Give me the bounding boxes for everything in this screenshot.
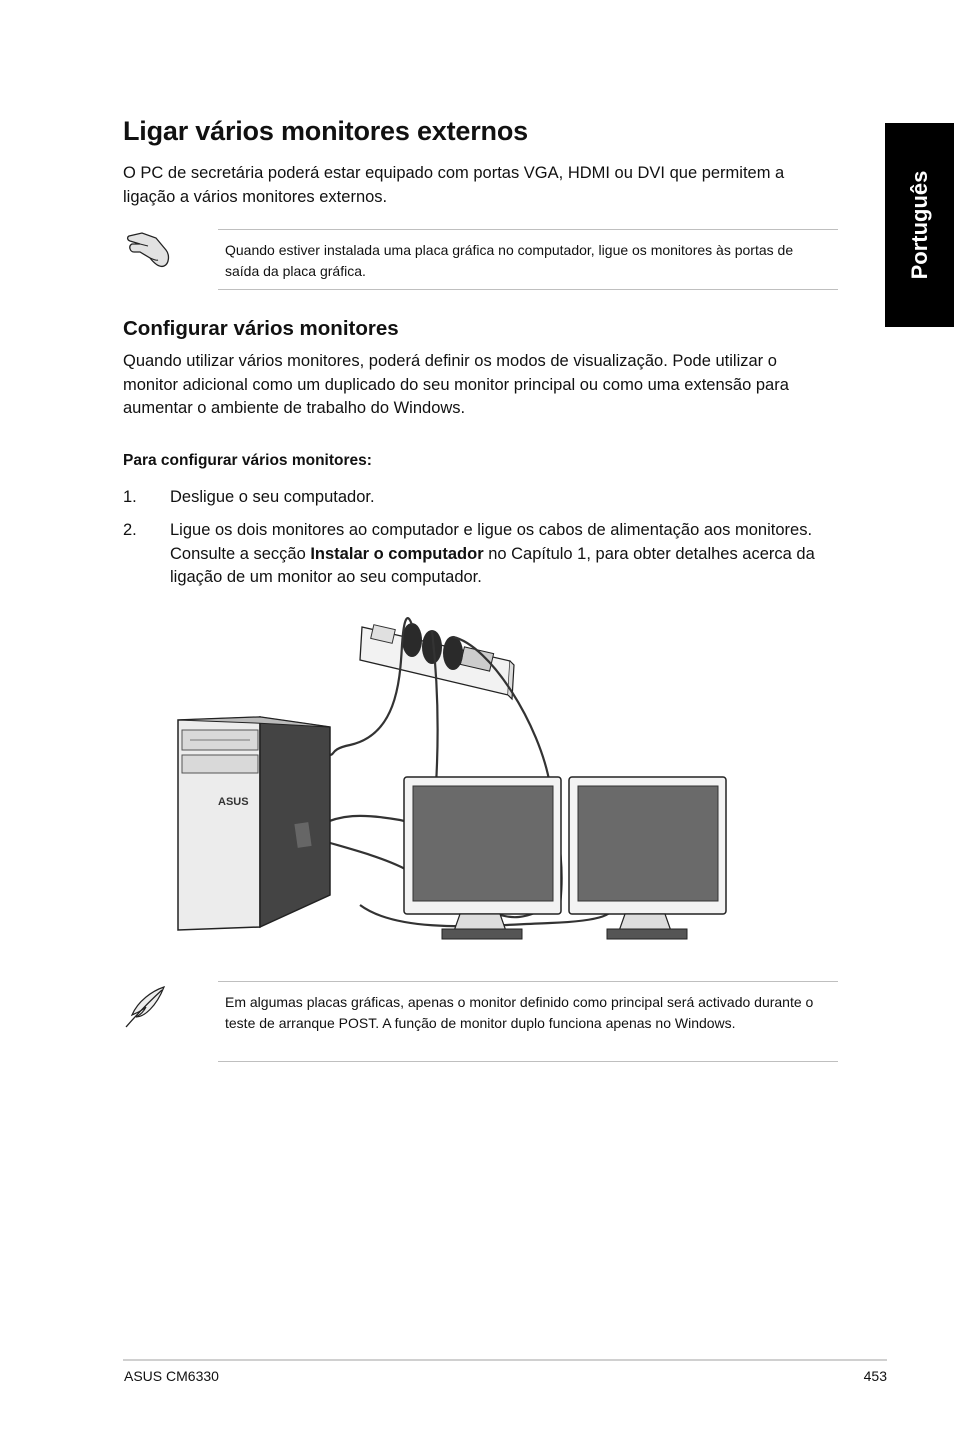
step-text: Desligue o seu computador. — [170, 488, 375, 506]
note-top-rule — [218, 981, 838, 982]
multi-monitor-illustration — [170, 605, 740, 950]
intro-paragraph: O PC de secretária poderá estar equipado com portas VGA, HDMI ou DVI que permitem a ligação a vários monitores externos. — [123, 164, 785, 206]
footer-product: ASUS CM6330 — [124, 1368, 219, 1384]
monitor — [569, 777, 726, 939]
note-bottom-rule — [218, 289, 838, 290]
note-text: Quando estiver instalada uma placa gráfica no computador, ligue os monitores às portas de saída da placa gráfica. — [225, 242, 794, 279]
step-number: 1. — [123, 488, 137, 506]
brand-logo-text: ASUS — [218, 796, 249, 808]
language-tab — [885, 123, 954, 327]
language-tab-label: Português — [906, 170, 932, 280]
step-number: 2. — [123, 521, 137, 539]
section-title: Configurar vários monitores — [123, 317, 399, 340]
footer-rule — [123, 1359, 887, 1361]
procedure-heading: Para configurar vários monitores: — [123, 452, 372, 469]
feather-pen-icon — [122, 985, 168, 1036]
note-bottom-rule — [218, 1061, 838, 1062]
step-text-part: Ligue os dois monitores ao computador e ligue os cabos de alimentação aos monitores. Consulte a secção — [170, 521, 813, 563]
hand-pointer-icon — [126, 230, 174, 275]
page-number: 453 — [863, 1368, 887, 1384]
step-text — [170, 519, 835, 590]
step-text-part: no Capítulo 1, para obter detalhes acerca da ligação de um monitor ao seu computador. — [170, 544, 815, 586]
desktop-tower — [178, 717, 330, 930]
section-paragraph: Quando utilizar vários monitores, poderá definir os modos de visualização. Pode utilizar o monitor adicional como um duplicado do seu monitor principal ou como uma extensão para aumentar o ambiente de trabalho do Windows. — [123, 352, 789, 417]
monitor — [404, 777, 561, 939]
step-text-bold: Instalar o computador — [310, 544, 484, 563]
note-text: Em algumas placas gráficas, apenas o monitor definido como principal será activado durante o teste de arranque POST. A função de monitor duplo funciona apenas no Windows. — [225, 994, 814, 1031]
page-title: Ligar vários monitores externos — [123, 116, 528, 146]
note-top-rule — [218, 229, 838, 230]
